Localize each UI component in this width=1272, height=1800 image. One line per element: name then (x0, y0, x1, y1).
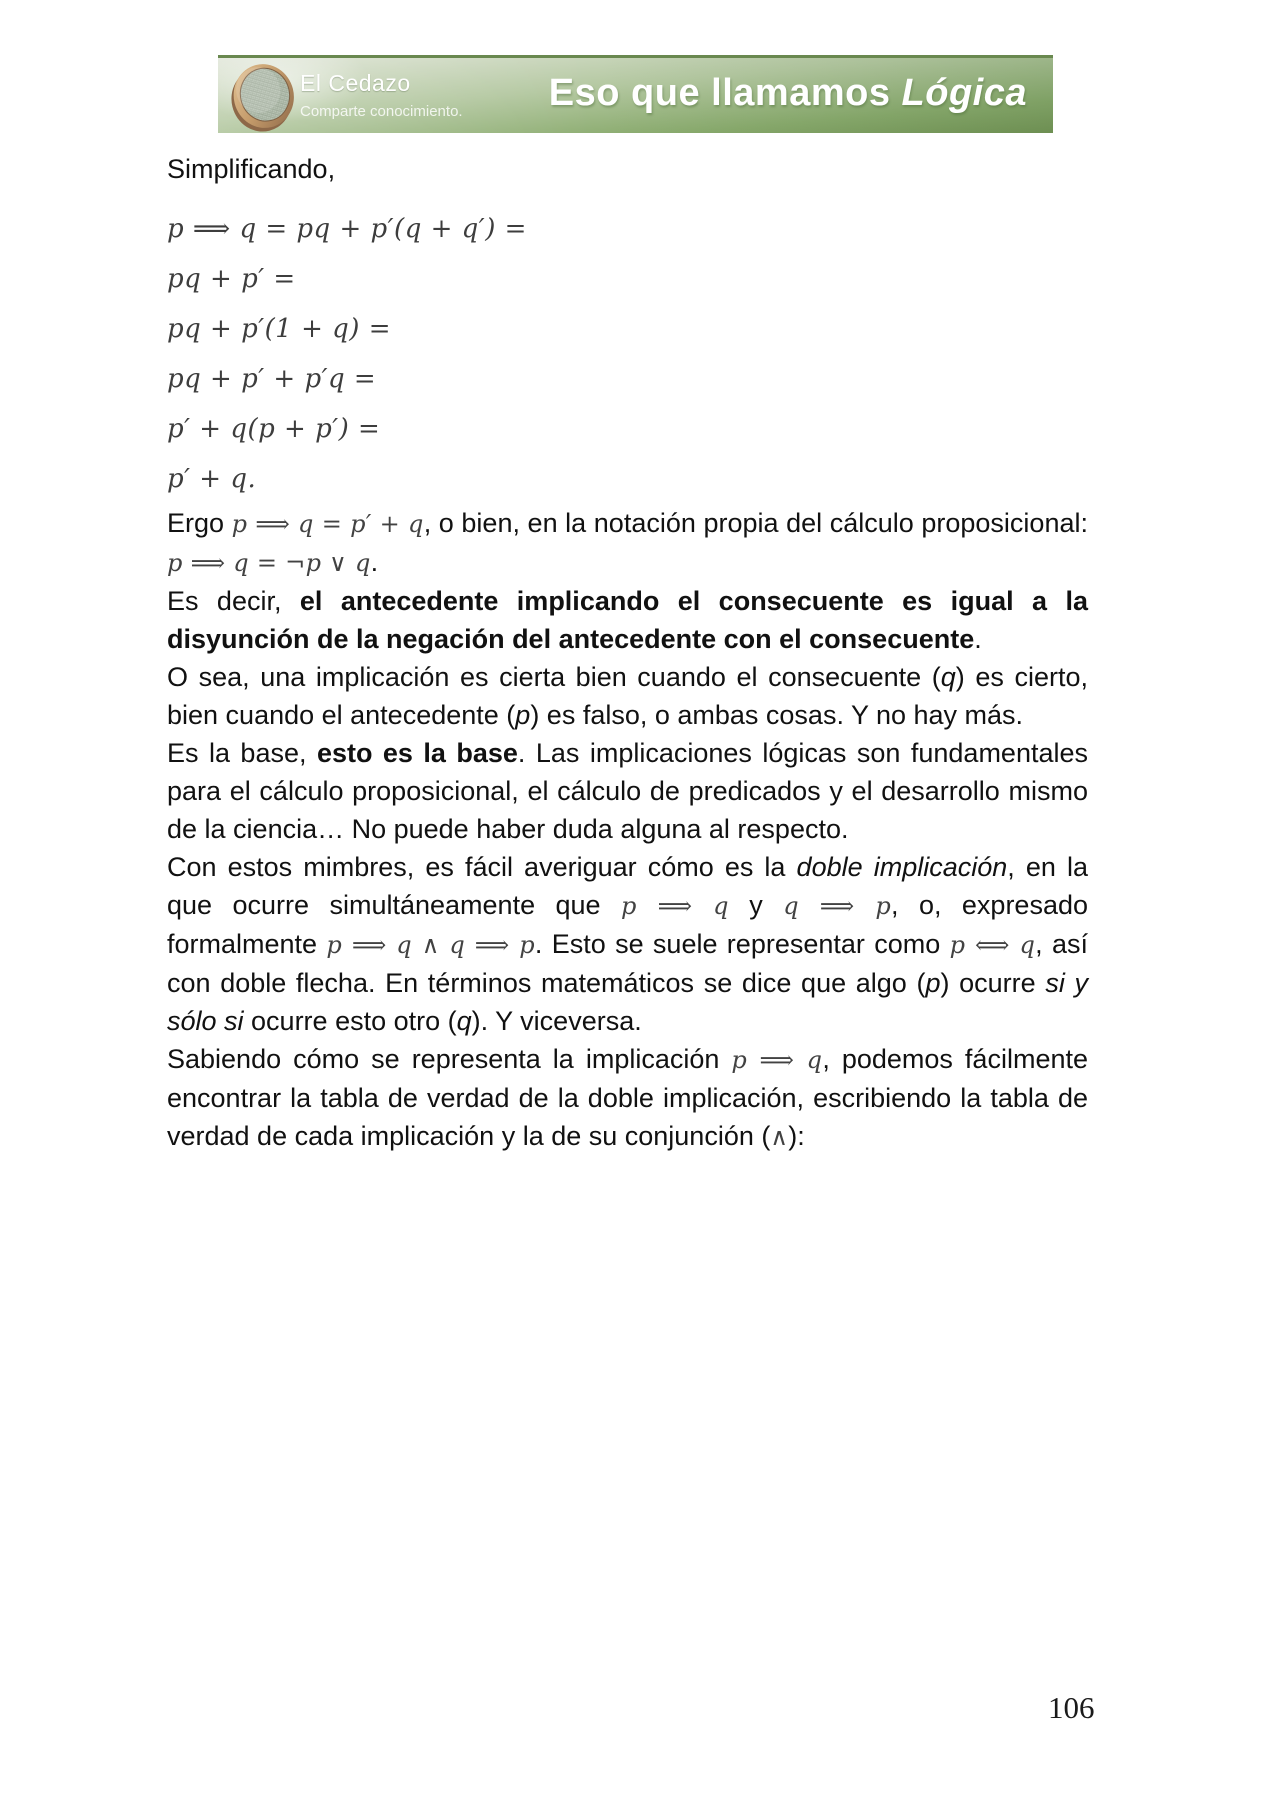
inline-math: p ⟹ q (621, 892, 729, 920)
intro-line: Simplificando, (167, 154, 336, 184)
paragraph-ergo (167, 504, 1088, 582)
equation-line: p ⟹ q = pq + p′(q + q′) = (167, 214, 527, 244)
equation-line: pq + p′ = (167, 264, 296, 294)
inline-math: p ⟹ q = p′ + q (231, 510, 424, 538)
banner-title-italic: Lógica (901, 72, 1027, 114)
sieve-logo-icon (227, 61, 301, 133)
text-run: Ergo (167, 508, 232, 538)
paragraph-es-decir (167, 582, 1088, 658)
equation-line: pq + p′ + p′q = (167, 364, 377, 394)
text-run: Es la base, (167, 738, 317, 768)
text-run: ) es falso, o ambas cosas. Y no hay más. (530, 700, 1024, 730)
text-run: p (515, 700, 531, 730)
paragraph-o-sea (167, 658, 1088, 734)
text-run: el antecedente implicando el consecuente es igual a la disyunción de la negación del antecedente con el consecuente (167, 586, 1089, 654)
logo-subtitle: Comparte conocimiento. (300, 103, 463, 120)
header-banner (218, 55, 1053, 133)
paragraph-con-estos (167, 848, 1088, 1040)
text-run: ). Y viceversa. (471, 1006, 642, 1036)
text-run: , o bien, en la notación propia del cálculo proposicional: (423, 508, 1088, 538)
banner-title (549, 72, 1027, 115)
text-run: q (940, 662, 956, 692)
inline-math: p ⟹ q (731, 1046, 823, 1074)
inline-math: p ⟹ q ∧ q ⟹ p (326, 931, 535, 959)
text-run: doble implicación (796, 852, 1008, 882)
text-run: . (974, 624, 982, 654)
inline-math: p ⟹ q = ¬p ∨ q (167, 549, 371, 577)
text-run: , o, expresado formalmente (167, 890, 1088, 959)
text-run: , en la que ocurre simultáneamente que (167, 852, 1088, 920)
paragraph-es-la-base (167, 734, 1088, 848)
text-run: ): (788, 1121, 805, 1151)
banner-title-regular: Eso que llamamos (548, 72, 902, 114)
text-run: Sabiendo cómo se representa la implicación (167, 1044, 732, 1074)
text-run: si y sólo si (167, 968, 1088, 1036)
text-run: ) es cierto, bien cuando el antecedente ( (167, 662, 1088, 730)
inline-math: q ⟹ p (783, 892, 891, 920)
page-body (167, 150, 1088, 1156)
equation-line: pq + p′(1 + q) = (167, 314, 391, 344)
equation-line: p′ + q(p + p′) = (167, 414, 381, 444)
text-run: . Las implicaciones lógicas son fundamentales para el cálculo proposicional, el cálculo de predicados y el desarrollo mismo de la ciencia… No puede haber duda alguna al respecto. (167, 738, 1088, 844)
paragraph-sabiendo (167, 1040, 1088, 1156)
text-run: Con estos mimbres, es fácil averiguar cómo es la (167, 852, 797, 882)
text-run: O sea, una implicación es cierta bien cuando el consecuente ( (167, 662, 941, 692)
text-run: ) ocurre (940, 968, 1046, 998)
text-run: . Esto se suele representar como (534, 929, 950, 959)
text-run: p (925, 968, 941, 998)
text-run: , podemos fácilmente encontrar la tabla de verdad de la doble implicación, escribiendo la tabla de verdad de cada implicación y la de su conjunción ( (167, 1044, 1088, 1151)
equation-block (167, 204, 1088, 504)
inline-math: ∧ (770, 1123, 789, 1151)
text-run: esto es la base (316, 738, 518, 768)
text-run: q (456, 1006, 472, 1036)
text-run: ocurre esto otro ( (243, 1006, 457, 1036)
equation-line: p′ + q. (167, 464, 257, 494)
text-run: Es decir, (167, 586, 300, 616)
logo-text (300, 70, 463, 120)
page-number: 106 (1048, 1690, 1095, 1725)
text-run: . (370, 547, 379, 577)
text-run: , así con doble flecha. En términos matemáticos se dice que algo ( (167, 929, 1088, 998)
inline-math: p ⟺ q (949, 931, 1036, 959)
text-run: y (728, 890, 784, 920)
logo-title: El Cedazo (300, 70, 411, 96)
